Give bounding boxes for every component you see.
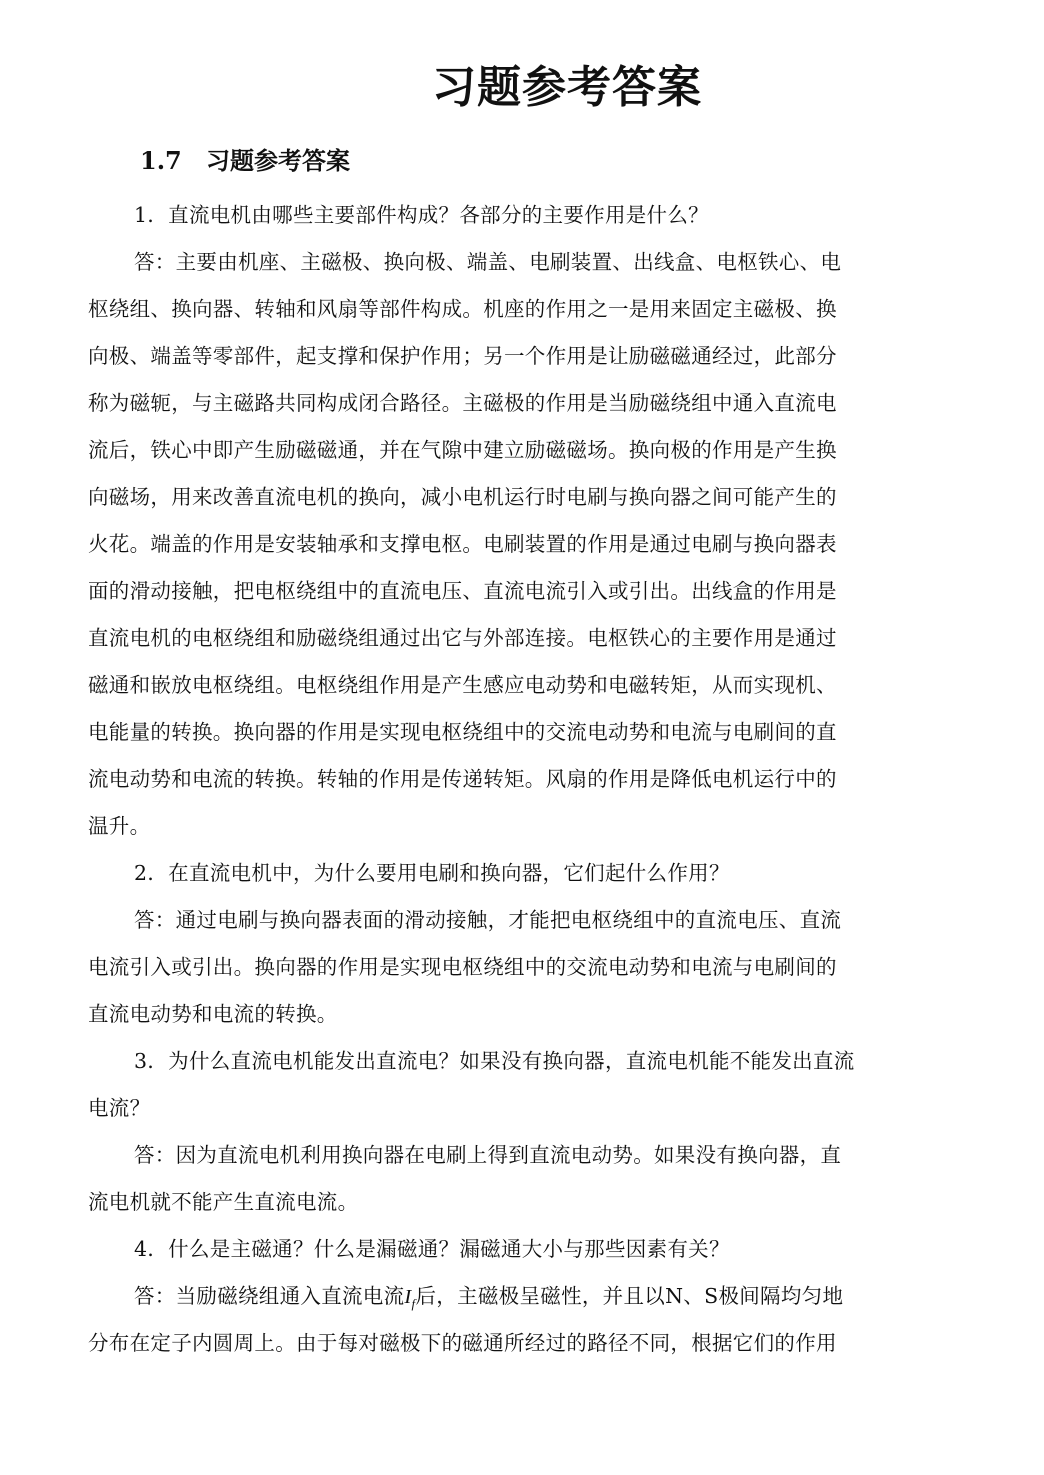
answer-3-line: 流电机就不能产生直流电流。 xyxy=(88,1190,359,1214)
answer-1-line: 称为磁轭，与主磁路共同构成闭合路径。主磁极的作用是当励磁绕组中通入直流电 xyxy=(88,391,837,415)
question-3-cont: 电流？ xyxy=(88,1096,151,1120)
answer-4-text: 答：当励磁绕组通入直流电流 xyxy=(134,1284,405,1308)
math-subscript: f xyxy=(411,1296,416,1312)
answer-3-line: 答：因为直流电机利用换向器在电刷上得到直流电动势。如果没有换向器，直 xyxy=(134,1143,842,1167)
section-number: 1.7 xyxy=(140,146,182,175)
section-heading xyxy=(140,142,350,180)
answer-1-line: 温升。 xyxy=(88,814,151,838)
answer-1-line: 答：主要由机座、主磁极、换向极、端盖、电刷装置、出线盒、电枢铁心、电 xyxy=(134,250,842,274)
answer-1-line: 向磁场，用来改善直流电机的换向，减小电机运行时电刷与换向器之间可能产生的 xyxy=(88,485,837,509)
math-symbol: I xyxy=(404,1286,412,1308)
answer-1-line: 磁通和嵌放电枢绕组。电枢绕组作用是产生感应电动势和电磁转矩，从而实现机、 xyxy=(88,673,837,697)
question-1: 1．直流电机由哪些主要部件构成？各部分的主要作用是什么？ xyxy=(134,203,709,227)
answer-4-text: 后，主磁极呈磁性，并且以N、S极间隔均匀地 xyxy=(415,1284,844,1308)
answer-4-line xyxy=(134,1276,960,1316)
answer-2-line: 答：通过电刷与换向器表面的滑动接触，才能把电枢绕组中的直流电压、直流 xyxy=(134,908,842,932)
answer-2-line: 直流电动势和电流的转换。 xyxy=(88,1002,338,1026)
question-4: 4．什么是主磁通？什么是漏磁通？漏磁通大小与那些因素有关？ xyxy=(134,1237,730,1261)
answer-1-line: 火花。端盖的作用是安装轴承和支撑电枢。电刷装置的作用是通过电刷与换向器表 xyxy=(88,532,837,556)
field-current-symbol xyxy=(404,1286,416,1312)
question-2: 2．在直流电机中，为什么要用电刷和换向器，它们起什么作用？ xyxy=(134,861,730,885)
answer-4-line: 分布在定子内圆周上。由于每对磁极下的磁通所经过的路径不同，根据它们的作用 xyxy=(88,1331,837,1355)
answer-1-line: 直流电机的电枢绕组和励磁绕组通过出它与外部连接。电枢铁心的主要作用是通过 xyxy=(88,626,837,650)
answer-2-line: 电流引入或引出。换向器的作用是实现电枢绕组中的交流电动势和电流与电刷间的 xyxy=(88,955,837,979)
question-3: 3．为什么直流电机能发出直流电？如果没有换向器，直流电机能不能发出直流 xyxy=(134,1049,855,1073)
answer-1-line: 电能量的转换。换向器的作用是实现电枢绕组中的交流电动势和电流与电刷间的直 xyxy=(88,720,837,744)
section-title: 习题参考答案 xyxy=(206,146,350,175)
page-title: 习题参考答案 xyxy=(432,62,702,113)
answer-1-line: 面的滑动接触，把电枢绕组中的直流电压、直流电流引入或引出。出线盒的作用是 xyxy=(88,579,837,603)
answer-1-line: 向极、端盖等零部件，起支撑和保护作用；另一个作用是让励磁磁通经过，此部分 xyxy=(88,344,837,368)
answer-1-line: 流后，铁心中即产生励磁磁通，并在气隙中建立励磁磁场。换向极的作用是产生换 xyxy=(88,438,837,462)
answer-1-line: 流电动势和电流的转换。转轴的作用是传递转矩。风扇的作用是降低电机运行中的 xyxy=(88,767,837,791)
answer-1-line: 枢绕组、换向器、转轴和风扇等部件构成。机座的作用之一是用来固定主磁极、换 xyxy=(88,297,837,321)
